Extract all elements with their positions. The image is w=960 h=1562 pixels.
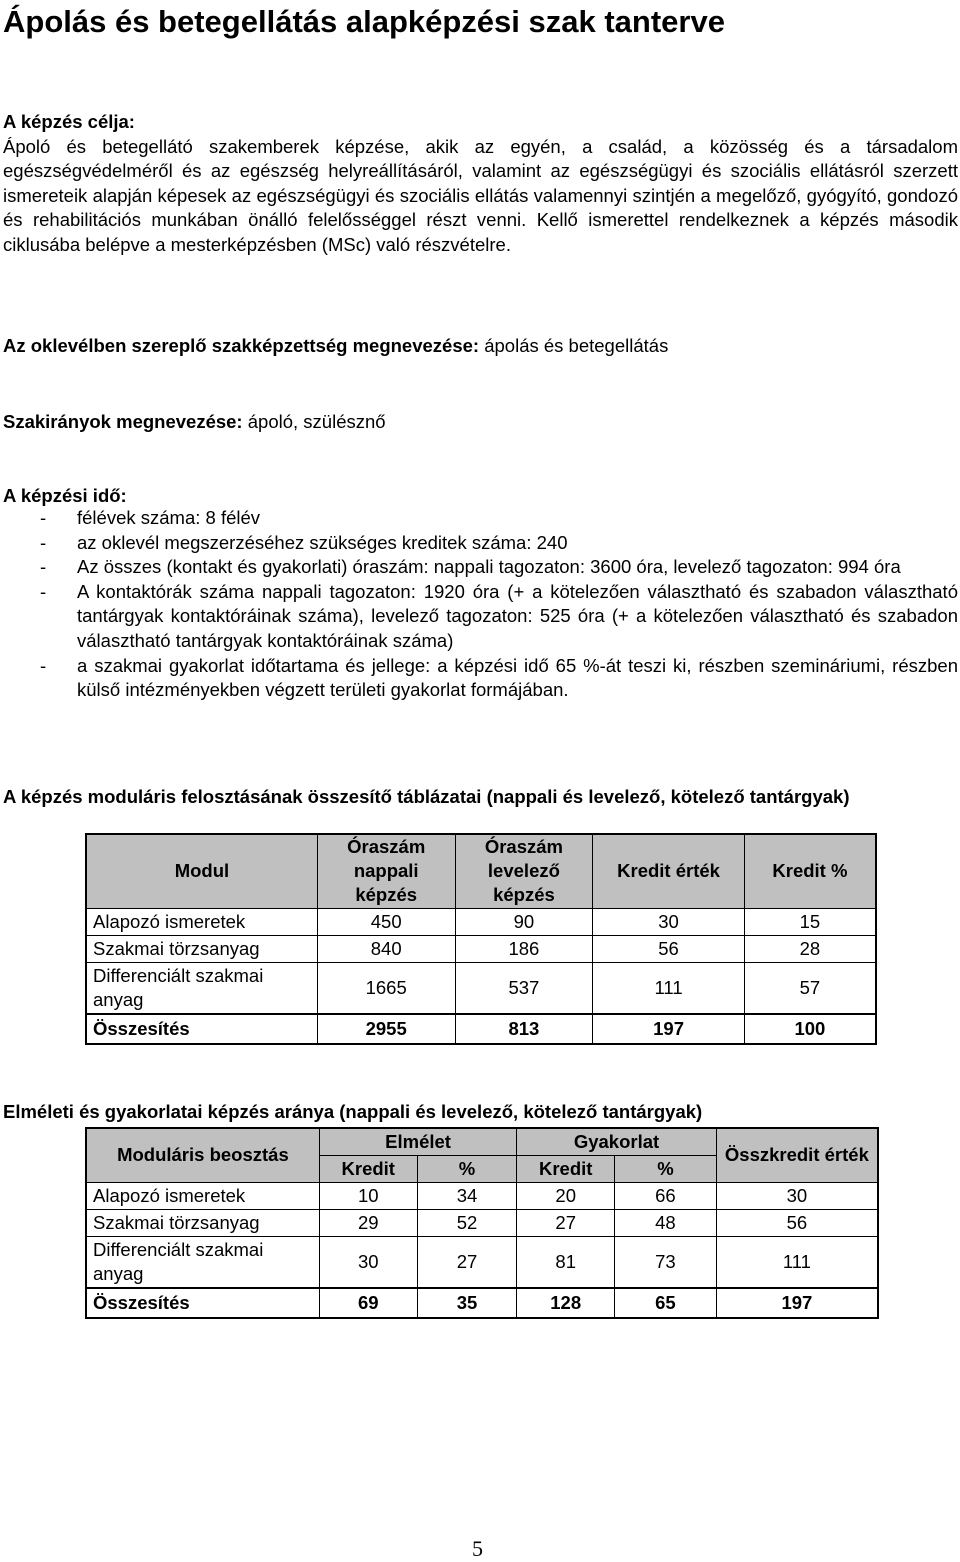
- header-cell: Gyakorlat: [517, 1128, 716, 1155]
- duration-label: A képzési idő:: [3, 485, 127, 506]
- theory-practice-table: [85, 1127, 879, 1319]
- header-cell: Moduláris beosztás: [86, 1128, 319, 1182]
- header-cell: %: [417, 1155, 517, 1182]
- goal-section: [3, 110, 958, 258]
- table-header-row: [86, 1128, 878, 1155]
- header-cell: Modul: [86, 834, 317, 908]
- list-item: - A kontaktórák száma nappali tagozaton: 1920 óra (+ a kötelezően választható és szabadon választható tantárgyak kontaktóráinak száma), levelező tagozaton: 525 óra (+ a kötelezően választható és szabadon választható tantárgyak kontaktóráinak száma): [40, 580, 958, 651]
- specializations-label: Szakirányok megnevezése:: [3, 411, 243, 432]
- table-row: Szakmai törzsanyag 29 52 27 48 56: [86, 1209, 878, 1236]
- specializations-line: [3, 409, 386, 434]
- table1-heading: A képzés moduláris felosztásának összesítő táblázatai (nappali és levelező, kötelező tantárgyak): [3, 786, 850, 807]
- qualification-line: [3, 333, 668, 358]
- dash-bullet: -: [40, 507, 47, 528]
- list-item: - az oklevél megszerzéséhez szükséges kreditek száma: 240: [0, 531, 960, 556]
- header-cell: %: [615, 1155, 717, 1182]
- table2-heading: Elméleti és gyakorlatai képzés aránya (nappali és levelező, kötelező tantárgyak): [3, 1101, 703, 1122]
- table-row: Differenciált szakmai anyag 1665 537 111 57: [86, 962, 876, 1014]
- dash-bullet: -: [40, 654, 47, 676]
- specializations-value: ápoló, szülésznő: [242, 411, 386, 432]
- header-cell: Óraszám levelező képzés: [455, 834, 593, 908]
- header-cell: Elmélet: [319, 1128, 516, 1155]
- dash-bullet: -: [40, 556, 47, 578]
- dash-bullet: -: [40, 580, 47, 602]
- table-total-row: Összesítés 2955 813 197 100: [86, 1014, 876, 1044]
- goal-text: Ápoló és betegellátó szakemberek képzése, akik az egyén, a család, a közösség és a társadalom egészségvédelméről és az egészség helyreállításáról, valamint az egészségügyi és szociális ellátásról szerzett ismereteik alapján képesek az egészségügyi és szociális ellátás valamennyi szintjén a megelőző, gyógyító, gondozó és rehabilitációs munkában önálló felelősséggel részt venni. Kellő ismerettel rendelkeznek a képzés második ciklusába belépve a mesterképzésben (MSc) való részvételre.: [3, 135, 958, 255]
- header-cell: Óraszám nappali képzés: [317, 834, 455, 908]
- page-number: 5: [472, 1536, 483, 1561]
- page-title: Ápolás és betegellátás alapképzési szak tanterve: [3, 4, 725, 39]
- list-item: - Az összes (kontakt és gyakorlati) óraszám: nappali tagozaton: 3600 óra, levelező tagozaton: 994 óra: [0, 555, 960, 580]
- header-cell: Kredit: [517, 1155, 615, 1182]
- list-item: - a szakmai gyakorlat időtartama és jellege: a képzési idő 65 %-át teszi ki, részben szemináriumi, részben külső intézményekben végzett területi gyakorlat formájában.: [40, 654, 958, 701]
- table-row: Alapozó ismeretek 10 34 20 66 30: [86, 1182, 878, 1209]
- table-header-row: [86, 834, 876, 908]
- goal-label: A képzés célja:: [3, 111, 135, 132]
- table-row: Szakmai törzsanyag 840 186 56 28: [86, 935, 876, 962]
- table-total-row: Összesítés 69 35 128 65 197: [86, 1288, 878, 1318]
- dash-bullet: -: [40, 531, 47, 553]
- list-item: - félévek száma: 8 félév: [0, 506, 960, 531]
- duration-list: [0, 506, 960, 703]
- header-cell: Kredit: [319, 1155, 417, 1182]
- header-cell: Kredit érték: [593, 834, 745, 908]
- table-row: Alapozó ismeretek 450 90 30 15: [86, 908, 876, 935]
- qualification-label: Az oklevélben szereplő szakképzettség megnevezése:: [3, 335, 480, 356]
- qualification-value: ápolás és betegellátás: [479, 335, 669, 356]
- module-credit-table: [85, 833, 877, 1045]
- header-cell: Összkredit érték: [716, 1128, 878, 1182]
- header-cell: Kredit %: [744, 834, 876, 908]
- table-row: Differenciált szakmai anyag 30 27 81 73 111: [86, 1236, 878, 1288]
